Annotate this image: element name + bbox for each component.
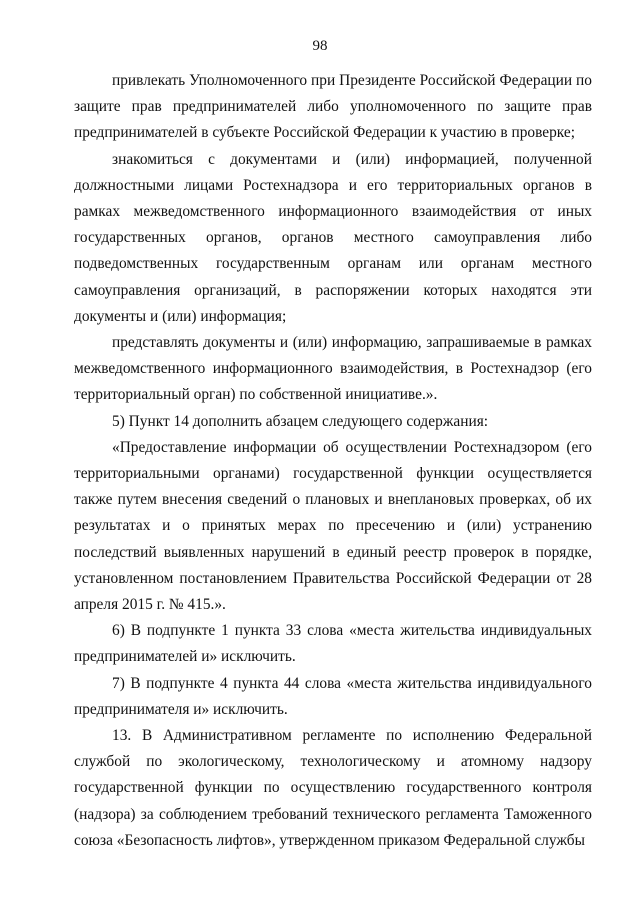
page-number: 98 [312, 38, 328, 54]
paragraph-4: 5) Пункт 14 дополнить абзацем следующего содержания: [112, 412, 489, 430]
paragraph-8: 13. В Административном регламенте по исполнению Федеральной службой по экологическому, технологическому и атомному надзору государственной функции по осуществлению государственного контроля (надзора) за соблюдением требований технического регламента Таможенного союза «Безопасность лифтов», утвержденном приказом Федеральной службы [74, 727, 592, 849]
paragraph-7: 7) В подпункте 4 пункта 44 слова «места жительства индивидуального предпринимателя и» исключить. [74, 674, 592, 718]
paragraph-5: «Предоставление информации об осуществлении Ростехнадзором (его территориальными органами) государственной функции осуществляется также путем внесения сведений о плановых и внеплановых проверках, об их результатах и о принятых мерах по пресечению и (или) устранению последствий выявленных нарушений в единый реестр проверок в порядке, установленном постановлением Правительства Российской Федерации от 28 апреля 2015 г. № 415.». [74, 438, 592, 614]
document-body [74, 68, 592, 854]
paragraph-6: 6) В подпункте 1 пункта 33 слова «места жительства индивидуальных предпринимателей и» исключить. [74, 622, 592, 666]
paragraph-1: привлекать Уполномоченного при Президенте Российской Федерации по защите прав предпринимателей либо уполномоченного по защите прав предпринимателей в субъекте Российской Федерации к участию в проверке; [74, 72, 592, 142]
paragraph-2: знакомиться с документами и (или) информацией, полученной должностными лицами Ростехнадзора и его территориальных органов в рамках межведомственного информационного взаимодействия от иных государственных органов, органов местного самоуправления либо подведомственных государственным органам или органам местного самоуправления организаций, в распоряжении которых находятся эти документы и (или) информация; [74, 150, 592, 325]
paragraph-3: представлять документы и (или) информацию, запрашиваемые в рамках межведомственного информационного взаимодействия, в Ростехнадзор (его территориальный орган) по собственной инициативе.». [74, 334, 592, 404]
